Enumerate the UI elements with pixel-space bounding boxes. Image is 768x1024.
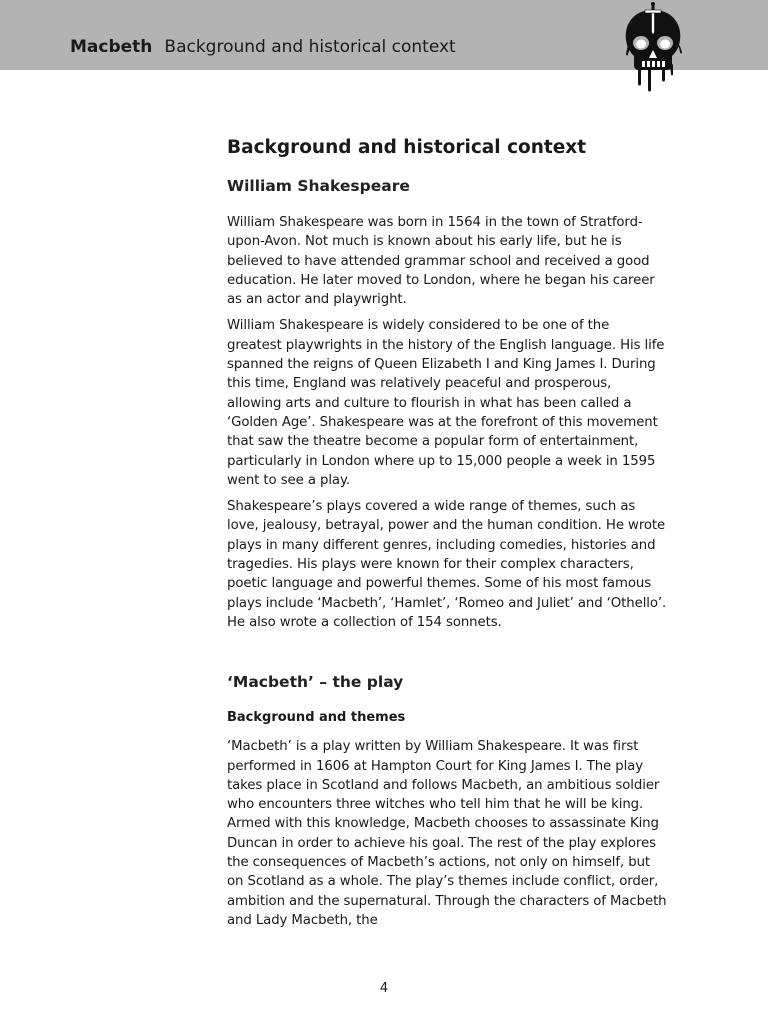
page-title: Background and historical context (227, 137, 587, 158)
paragraph: Shakespeare’s plays covered a wide range of themes, such as love, jealousy, betrayal, power and the human condition. He wrote plays in many different genres, including comedies, histories and tragedies. His plays were known for their complex characters, poetic language and powerful themes. Some of his most famous plays include ‘Macbeth’, ‘Hamlet’, ‘Romeo and Juliet’ and ‘Othello’. He also wrote a collection of 154 sonnets. (227, 499, 667, 630)
book-title: Macbeth (70, 37, 153, 57)
paragraph: William Shakespeare was born in 1564 in the town of Stratford-upon-Avon. Not much is known about his early life, but he is believed to have attended grammar school and received a good education. He later moved to London, where he began his career as an actor and playwright. (227, 215, 655, 308)
section-heading: William Shakespeare (227, 177, 410, 195)
skull-with-dagger-icon (616, 0, 690, 92)
section-title: Background and historical context (164, 37, 456, 57)
section-william-shakespeare (227, 176, 667, 632)
section-heading: ‘Macbeth’ – the play (227, 673, 404, 692)
paragraph: ‘Macbeth’ is a play written by William Shakespeare. It was first performed in 1606 at Hampton Court for King James I. The play takes place in Scotland and follows Macbeth, an ambitious soldier who encounters three witches who tell him that he will be king. Armed with this knowledge, Macbeth chooses to assassinate King Duncan in order to achieve his goal. The rest of the play explores the consequences of Macbeth’s actions, not only on himself, but on Scotland as a whole. The play’s themes include conflict, order, ambition and the supernatural. Through the characters of Macbeth and Lady Macbeth, the (227, 739, 667, 928)
subsection-heading: Background and themes (227, 710, 406, 726)
running-header (70, 37, 456, 57)
main-content (227, 136, 667, 937)
section-macbeth-play (227, 672, 667, 930)
paragraph: William Shakespeare is widely considered to be one of the greatest playwrights in the history of the English language. His life spanned the reigns of Queen Elizabeth I and King James I. During this time, England was relatively peaceful and prosperous, allowing arts and culture to flourish in what has been called a ‘Golden Age’. Shakespeare was at the forefront of this movement that saw the theatre become a popular form of entertainment, particularly in London where up to 15,000 people a week in 1595 went to see a play. (227, 318, 665, 488)
page-number: 4 (379, 981, 389, 996)
